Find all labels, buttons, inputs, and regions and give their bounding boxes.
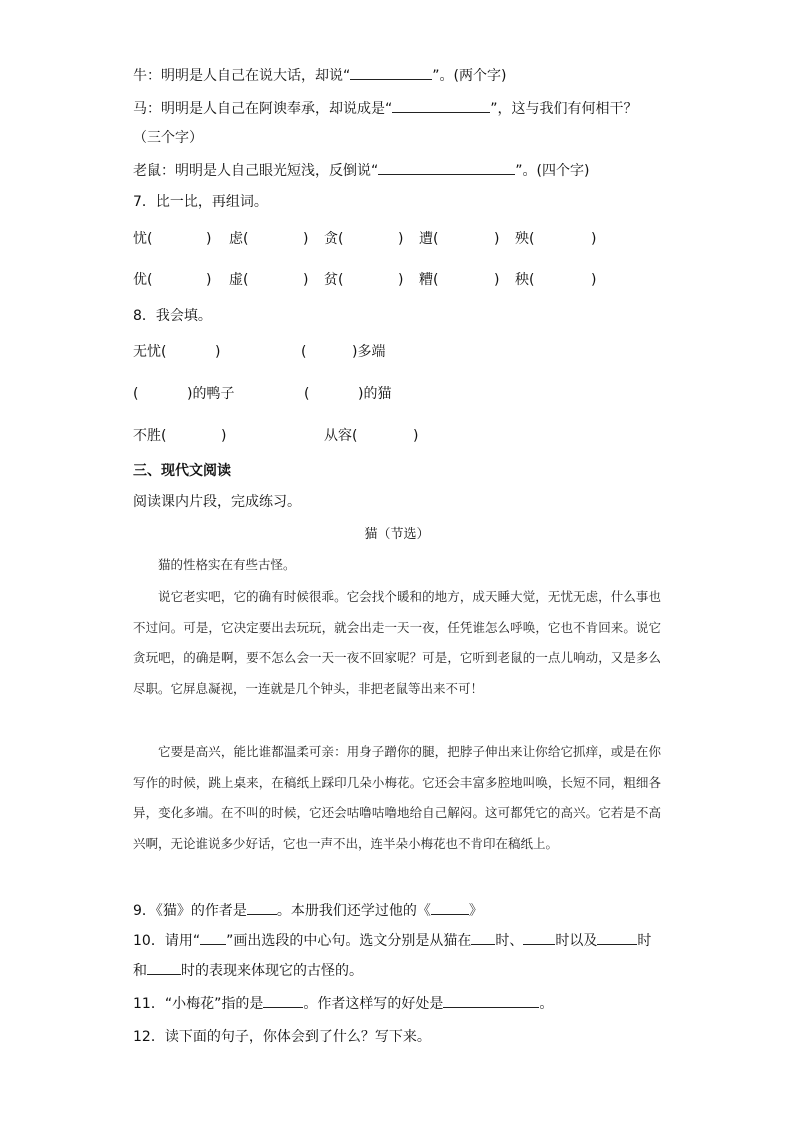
q9-text-c: 》 [468,903,483,919]
q9-author-blank[interactable] [247,900,277,915]
q7-row2-item[interactable]: 虚( [229,272,249,288]
q8-c1[interactable]: 不胜( [133,428,167,444]
q7-row2-item[interactable]: 糟( [419,272,439,288]
q7-row1-close: ) [206,231,212,247]
q8-a2-close: )多端 [352,344,386,360]
q9-line [133,900,483,921]
q7-row2-item[interactable]: 秧( [515,272,535,288]
passage-title: 猫（节选） [364,527,430,542]
q6-laoshu-line [133,160,589,181]
q6-niu-line [133,65,506,86]
q11-blank-2[interactable] [443,993,539,1008]
q7-row2-close: ) [591,272,597,288]
q7-row1-close: ) [398,231,404,247]
q6-ma-line [133,98,638,119]
q10-text-b: ”画出选段的中心句。选文分别是从猫在 [226,933,472,949]
q10-line-2 [133,960,363,981]
q8-c1-close: ) [221,428,227,444]
q6-laoshu-suffix: ”。(四个字) [515,163,590,179]
q9-text-b: 。本册我们还学过他的《 [276,903,431,919]
section-heading: 三、现代文阅读 [133,463,231,479]
q10-text-a: 10．请用“ [133,933,201,949]
q8-title: 8．我会填。 [133,308,212,324]
q8-c2[interactable]: 从容( [324,428,358,444]
q7-row2-close: ) [398,272,404,288]
q10-underline-sample [200,930,226,945]
q7-row1-close: ) [303,231,309,247]
q7-row2-close: ) [494,272,500,288]
q10-line [133,930,651,951]
q6-ma-cont: （三个字） [133,130,203,146]
q10-blank-4[interactable] [147,960,181,975]
passage-paragraph-2: 说它老实吧，它的确有时候很乖。它会找个暖和的地方，成天睡大觉，无忧无虑，什么事也不过问。可是，它决定要出去玩玩，就会出走一天一夜，任凭谁怎么呼唤，它也不肯回来。说它贪玩吧，的确是啊，要不怎么会一天一夜不回家呢？可是，它听到老鼠的一点儿响动，又是多么尽职。它屏息凝视，一连就是几个钟头，非把老鼠等出来不可！ [133,589,661,696]
q10-blank-2[interactable] [523,930,555,945]
q7-row1-item[interactable]: 忧( [133,231,153,247]
q8-a1-close: ) [215,344,221,360]
q11-text-c: 。 [539,996,554,1012]
q10-blank-1[interactable] [471,930,495,945]
q7-row1-item[interactable]: 贪( [324,231,344,247]
q7-title: 7．比一比，再组词。 [133,194,268,210]
q8-c2-close: ) [413,428,419,444]
q7-row2-close: ) [303,272,309,288]
q8-b2[interactable]: ( [304,386,310,402]
q8-a2[interactable]: ( [301,344,307,360]
q7-row1-close: ) [591,231,597,247]
q11-text-a: 11．“小梅花”指的是 [133,996,264,1012]
q10-text-e: 时 [637,933,652,949]
q10-text-d: 时以及 [555,933,598,949]
q8-b1-close: )的鸭子 [187,386,235,402]
q6-laoshu-blank[interactable] [378,160,515,175]
q6-niu-suffix: ”。(两个字) [432,68,507,84]
q9-work-blank[interactable] [431,900,469,915]
q11-line [133,993,553,1014]
q7-row1-close: ) [494,231,500,247]
q10-text-c: 时、 [495,933,524,949]
q10-text-g: 时的表现来体现它的古怪的。 [181,963,363,979]
q11-text-b: 。作者这样写的好处是 [303,996,444,1012]
q7-row1-item[interactable]: 遭( [419,231,439,247]
q6-ma-blank[interactable] [392,98,490,113]
q8-b2-close: )的猫 [358,386,392,402]
q6-niu-prefix: 牛：明明是人自己在说大话，却说“ [133,68,351,84]
q7-row2-close: ) [206,272,212,288]
q10-blank-3[interactable] [597,930,637,945]
q7-row1-item[interactable]: 虑( [229,231,249,247]
reading-instruction: 阅读课内片段，完成练习。 [133,494,301,510]
q9-text-a: 9．《猫》的作者是 [133,903,247,919]
q6-ma-prefix: 马：明明是人自己在阿谀奉承，却说成是“ [133,101,393,117]
q6-laoshu-prefix: 老鼠：明明是人自己眼光短浅，反倒说“ [133,163,379,179]
q10-text-f: 和 [133,963,147,979]
q8-a1[interactable]: 无忧( [133,344,167,360]
q6-niu-blank[interactable] [350,65,432,80]
q7-row2-item[interactable]: 贫( [324,272,344,288]
passage-paragraph-3: 它要是高兴，能比谁都温柔可亲：用身子蹭你的腿，把脖子伸出来让你给它抓痒，或是在你写作的时候，跳上桌来，在稿纸上踩印几朵小梅花。它还会丰富多腔地叫唤，长短不同，粗细各异，变化多端。在不叫的时候，它还会咕噜咕噜地给自己解闷。这可都凭它的高兴。它若是不高兴啊，无论谁说多少好话，它也一声不出，连半朵小梅花也不肯印在稿纸上。 [133,744,661,851]
q6-ma-suffix: ”，这与我们有何相干？ [490,101,638,117]
passage-paragraph-1: 猫的性格实在有些古怪。 [158,557,296,572]
q12-text: 12．读下面的句子，你体会到了什么？写下来。 [133,1029,431,1045]
q7-row1-item[interactable]: 殃( [515,231,535,247]
q7-row2-item[interactable]: 优( [133,272,153,288]
q8-b1[interactable]: ( [133,386,139,402]
q11-blank-1[interactable] [263,993,303,1008]
